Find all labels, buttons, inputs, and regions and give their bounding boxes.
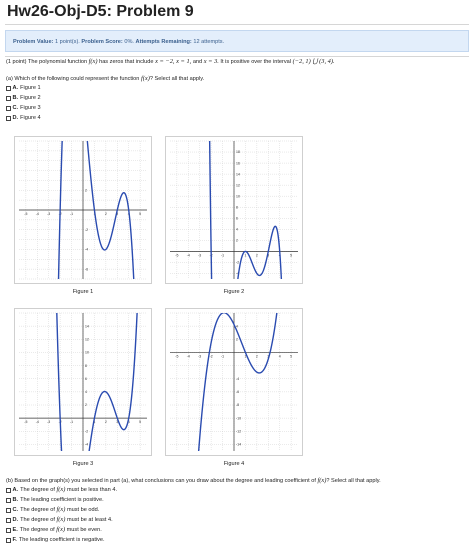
x-tick-label: -3 — [47, 212, 51, 216]
y-tick-label: -4 — [85, 247, 89, 252]
figure-3-caption: Figure 3 — [72, 461, 94, 467]
x-tick-label: 2 — [255, 253, 258, 258]
checkbox[interactable] — [6, 488, 11, 493]
x-tick-label: -1 — [70, 420, 74, 425]
y-tick-label: 6 — [236, 216, 238, 221]
y-tick-label: 4 — [236, 227, 238, 232]
x-tick-label: 5 — [139, 420, 142, 425]
x-tick-label: -1 — [221, 253, 225, 258]
checkbox[interactable] — [6, 528, 11, 533]
option-b-b[interactable]: B. The leading coefficient is positive. — [6, 496, 104, 504]
x-tick-label: -4 — [186, 354, 190, 359]
attempts-remaining: 12 attempts. — [193, 39, 225, 45]
option-c-figure-3[interactable]: C. Figure 3 — [6, 104, 41, 112]
x-tick-label: 3 — [267, 354, 270, 359]
page-title: Hw26-Obj-D5: Problem 9 — [7, 3, 194, 20]
y-tick-label: 8 — [85, 363, 87, 368]
y-tick-label: -2 — [236, 260, 240, 265]
y-tick-label: 8 — [236, 205, 238, 210]
y-tick-label: -8 — [236, 403, 240, 408]
x-tick-label: -2 — [58, 420, 62, 425]
x-tick-label: -5 — [24, 212, 28, 216]
y-tick-label: 18 — [236, 150, 240, 155]
x-tick-label: 3 — [116, 212, 119, 216]
problem-value-label: Problem Value: — [13, 39, 54, 45]
checkbox[interactable] — [6, 106, 11, 111]
x-tick-label: -5 — [24, 420, 28, 425]
x-tick-label: -3 — [198, 354, 202, 359]
info-divider — [5, 56, 469, 57]
x-tick-label: 5 — [139, 212, 142, 216]
x-tick-label: 4 — [127, 420, 130, 425]
problem-info-bar — [5, 30, 469, 52]
figure-4-caption: Figure 4 — [223, 461, 245, 467]
problem-score-label: Problem Score: — [81, 39, 123, 45]
y-tick-label: -4 — [236, 376, 240, 381]
x-tick-label: -1 — [70, 212, 74, 216]
y-tick-label: 2 — [236, 238, 238, 243]
option-b-c[interactable]: C. The degree of f(x) must be odd. — [6, 506, 99, 514]
x-tick-label: 2 — [104, 420, 107, 425]
y-tick-label: 10 — [236, 194, 240, 199]
problem-score: 0%. — [124, 39, 134, 45]
option-a-figure-1[interactable]: A. Figure 1 — [6, 84, 41, 92]
y-tick-label: 2 — [236, 337, 238, 342]
x-tick-label: 4 — [127, 212, 130, 216]
x-tick-label: 3 — [116, 420, 119, 425]
x-tick-label: 1 — [93, 420, 96, 425]
x-tick-label: 2 — [255, 354, 258, 359]
x-tick-label: -5 — [175, 354, 179, 359]
y-tick-label: 12 — [85, 337, 89, 342]
y-tick-label: 10 — [85, 350, 89, 355]
problem-statement: (1 point) The polynomial function f(x) has zeros that include x = −2, x = 1, and x = 3. It is positive over the interval (−2, 1) ⋃ (3, 4). — [6, 58, 335, 65]
figure-2-caption: Figure 2 — [223, 289, 245, 295]
problem-points: (1 point) — [6, 59, 27, 65]
y-tick-label: -12 — [236, 429, 242, 434]
option-b-d[interactable]: D. The degree of f(x) must be at least 4. — [6, 516, 113, 524]
checkbox[interactable] — [6, 96, 11, 101]
attempts-label: Attempts Remaining: — [135, 39, 192, 45]
figure-1-caption: Figure 1 — [72, 289, 94, 295]
y-tick-label: 16 — [236, 161, 240, 166]
y-tick-label: 2 — [85, 403, 87, 408]
checkbox[interactable] — [6, 508, 11, 513]
x-tick-label: 1 — [244, 253, 247, 258]
y-tick-label: 12 — [236, 183, 240, 188]
figure-4-graph — [165, 308, 303, 456]
x-tick-label: -5 — [175, 253, 179, 258]
option-b-f[interactable]: F. The leading coefficient is negative. — [6, 536, 105, 544]
checkbox[interactable] — [6, 86, 11, 91]
option-b-e[interactable]: E. The degree of f(x) must be even. — [6, 526, 102, 534]
y-tick-label: 2 — [85, 188, 87, 193]
x-tick-label: -2 — [209, 354, 213, 359]
y-tick-label: -6 — [85, 267, 89, 272]
y-tick-label: -14 — [236, 442, 242, 447]
y-tick-label: 4 — [236, 324, 238, 329]
x-tick-label: -1 — [221, 354, 225, 359]
x-tick-label: -4 — [35, 212, 39, 216]
y-tick-label: -2 — [85, 429, 89, 434]
figure-3-graph — [14, 308, 152, 456]
y-tick-label: 14 — [85, 324, 89, 329]
x-tick-label: 5 — [290, 253, 293, 258]
y-tick-label: -6 — [236, 390, 240, 395]
x-tick-label: -2 — [58, 212, 62, 216]
checkbox[interactable] — [6, 538, 11, 543]
option-b-a[interactable]: A. The degree of f(x) must be less than 4. — [6, 486, 117, 494]
option-d-figure-4[interactable]: D. Figure 4 — [6, 114, 41, 122]
figure-2-graph — [165, 136, 303, 284]
x-tick-label: -3 — [198, 253, 202, 258]
x-tick-label: 4 — [278, 354, 281, 359]
x-tick-label: 2 — [104, 212, 107, 216]
part-b-question: (b) Based on the graph(s) you selected in part (a), what conclusions can you draw about the degree and leading coefficient of f(x)? Select all that apply. — [6, 477, 381, 484]
x-tick-label: -4 — [186, 253, 190, 258]
y-tick-label: 14 — [236, 172, 240, 177]
y-tick-label: -4 — [236, 271, 240, 276]
x-tick-label: -2 — [209, 253, 213, 258]
y-tick-label: 6 — [85, 376, 87, 381]
x-tick-label: -3 — [47, 420, 51, 425]
problem-value: 1 point(s). — [54, 39, 80, 45]
x-tick-label: 5 — [290, 354, 293, 359]
checkbox[interactable] — [6, 518, 11, 523]
y-tick-label: -2 — [85, 227, 89, 232]
checkbox[interactable] — [6, 116, 11, 121]
y-tick-label: -10 — [236, 416, 242, 421]
x-tick-label: 4 — [278, 253, 281, 258]
option-b-figure-2[interactable]: B. Figure 2 — [6, 94, 41, 102]
y-tick-label: 4 — [85, 390, 87, 395]
checkbox[interactable] — [6, 498, 11, 503]
x-tick-label: 1 — [244, 354, 247, 359]
x-tick-label: 1 — [93, 212, 96, 216]
x-tick-label: -4 — [35, 420, 39, 425]
x-tick-label: 3 — [267, 253, 270, 258]
y-tick-label: -4 — [85, 442, 89, 447]
figure-1-graph — [14, 136, 152, 284]
title-divider — [5, 24, 469, 25]
part-a-question: (a) Which of the following could represent the function f(x)? Select all that apply. — [6, 75, 205, 82]
